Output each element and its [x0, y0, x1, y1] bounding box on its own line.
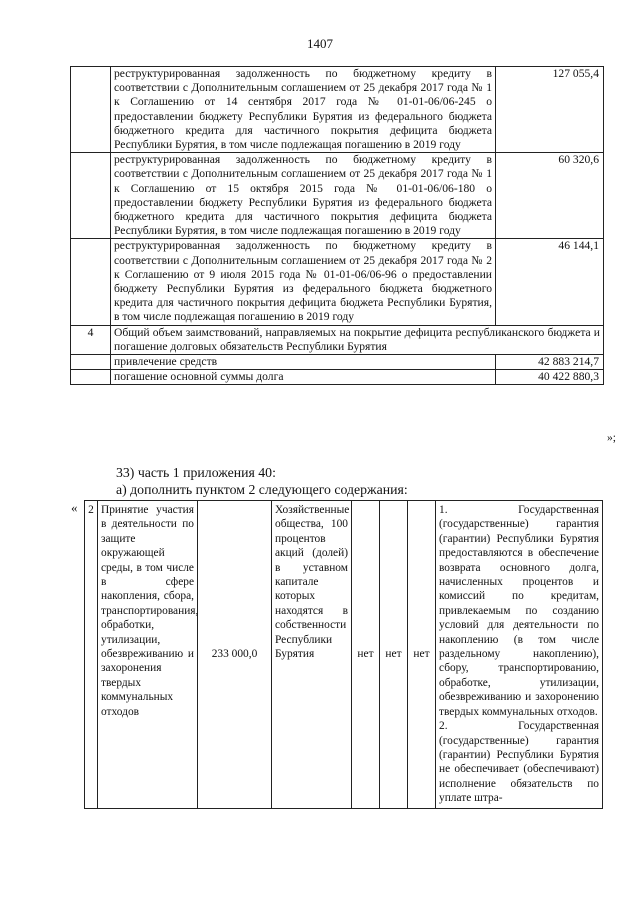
attraction-label: привлечение средств [111, 355, 496, 370]
table-row [71, 325, 604, 354]
opening-quote: « [71, 500, 78, 515]
row-description: реструктурированная задолженность по бюджетному кредиту в соответствии с Дополнительным соглашением от 25 декабря 2017 года № 2 к Соглашению от 9 июля 2015 года № 01-01-06/06-96 о предоставлении бюджету Республики Бурятия из федерального бюджета бюджетного кредита для частичного покрытия дефицита бюджета Республики Бурятия, в том числе подлежащая погашению в 2019 году [111, 239, 496, 325]
attraction-amount: 42 883 214,7 [496, 355, 604, 370]
table-row [71, 370, 604, 385]
row-description: реструктурированная задолженность по бюджетному кредиту в соответствии с Дополнительным соглашением от 25 декабря 2017 года № 1 к Соглашению от 14 сентября 2017 года № 01-01-06/06-245 о предоставлении бюджету Республики Бурятия из федерального бюджета бюджетного кредита для частичного покрытия дефицита бюджета Республики Бурятия, в том числе подлежащая погашению в 2019 году [111, 67, 496, 153]
condition-2: 2. Государственная (государственные) гарантия (гарантии) Республики Бурятия не обеспечивает (обеспечивают) исполнение обязательств по уплате штра- [439, 720, 599, 805]
column-b-value: нет [380, 501, 408, 809]
row-description: реструктурированная задолженность по бюджетному кредиту в соответствии с Дополнительным соглашением от 25 декабря 2017 года № 1 к Соглашению от 15 октября 2015 года № 01-01-06/06-180 о предоставлении бюджету Республики Бурятия из федерального бюджета бюджетного кредита для частичного покрытия дефицита бюджета Республики Бурятия, в том числе подлежащая погашению в 2019 году [111, 153, 496, 239]
guarantee-amount: 233 000,0 [198, 501, 272, 809]
borrowings-table [70, 66, 604, 385]
row-amount: 127 055,4 [496, 67, 604, 153]
amendment-part-line: 33) часть 1 приложения 40: [116, 465, 276, 480]
page-number: 1407 [307, 36, 333, 51]
section-number: 4 [71, 325, 111, 354]
table-row [71, 153, 604, 239]
table-row [85, 501, 603, 809]
section-title: Общий объем заимствований, направляемых на покрытие дефицита республиканского бюджета и погашение долговых обязательств Республики Бурятия [111, 325, 604, 354]
guarantees-table [84, 500, 603, 809]
repayment-label: погашение основной суммы долга [111, 370, 496, 385]
row-amount: 46 144,1 [496, 239, 604, 325]
empty-cell [71, 370, 111, 385]
principal-description: Хозяйственные общества, 100 процентов акций (долей) в уставном капитале которых находятся в собственности Республики Бурятия [272, 501, 352, 809]
column-a-value: нет [352, 501, 380, 809]
table-row [71, 355, 604, 370]
column-c-value: нет [408, 501, 436, 809]
repayment-amount: 40 422 880,3 [496, 370, 604, 385]
empty-cell [71, 355, 111, 370]
row-number [71, 153, 111, 239]
row-amount: 60 320,6 [496, 153, 604, 239]
table-row [71, 67, 604, 153]
amendment-subitem-line: а) дополнить пунктом 2 следующего содержания: [116, 482, 408, 497]
closing-quote: »; [607, 431, 617, 444]
guarantee-conditions [436, 501, 603, 809]
guarantee-purpose: Принятие участия в деятельности по защите окружающей среды, в том числе в сфере накопления, сбора, транспортирования, обработки, утилизации, обезвреживанию и захоронения твердых коммунальных отходов [98, 501, 198, 809]
row-number [71, 239, 111, 325]
row-number [71, 67, 111, 153]
condition-1: 1. Государственная (государственные) гарантия (гарантии) Республики Бурятия предоставляются в обеспечение возврата основного долга, начисленных процентов и комиссий по кредитам, привлекаемым по созданию условий для деятельности по накоплению (в том числе раздельному накоплению), сбору, транспортированию, обработке, утилизации, обезвреживанию и захоронению твердых коммунальных отходов. [439, 504, 599, 718]
table-row [71, 239, 604, 325]
item-number: 2 [85, 501, 98, 809]
